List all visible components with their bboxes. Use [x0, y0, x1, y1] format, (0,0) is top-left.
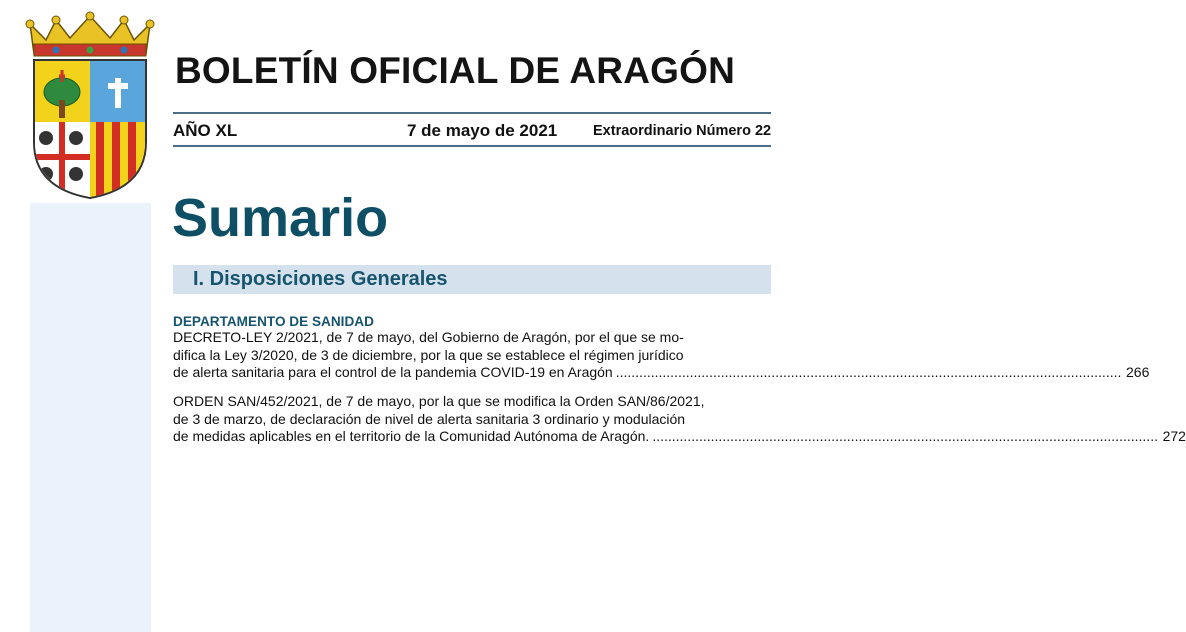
entry-text-line: difica la Ley 3/2020, de 3 de diciembre, por la que se establece el régimen jurídico — [173, 346, 684, 363]
entry-page-number[interactable]: 266 — [1126, 364, 1150, 380]
summary-entry[interactable] — [173, 393, 1186, 446]
section-heading: I. Disposiciones Generales — [173, 265, 771, 294]
dot-leader: .................................................................................................................................. — [615, 364, 1122, 380]
header-rule-bottom — [173, 145, 771, 147]
bulletin-title: BOLETÍN OFICIAL DE ARAGÓN — [175, 50, 735, 91]
entry-text-line: DECRETO-LEY 2/2021, de 7 de mayo, del Gobierno de Aragón, por el que se mo- — [173, 329, 684, 345]
summary-entry[interactable] — [173, 329, 1150, 382]
entry-page-number[interactable]: 272 — [1162, 428, 1186, 444]
entry-text-line: de alerta sanitaria para el control de la pandemia COVID-19 en Aragón — [173, 364, 613, 380]
entry-text-line: de medidas aplicables en el territorio de la Comunidad Autónoma de Aragón. — [173, 428, 650, 444]
dot-leader: .................................................................................................................................. — [652, 428, 1158, 444]
issue-edition: Extraordinario Número 22 — [593, 123, 772, 139]
entry-text-line: ORDEN SAN/452/2021, de 7 de mayo, por la que se modifica la Orden SAN/86/2021, — [173, 393, 705, 409]
coat-of-arms-aragon-icon — [26, 12, 154, 200]
summary-heading: Sumario — [172, 188, 389, 248]
department-heading: DEPARTAMENTO DE SANIDAD — [173, 314, 374, 329]
sidebar-panel — [30, 203, 151, 632]
issue-year: AÑO XL — [173, 121, 238, 140]
entry-text-line: de 3 de marzo, de declaración de nivel de alerta sanitaria 3 ordinario y modulación — [173, 410, 686, 427]
issue-date: 7 de mayo de 2021 — [407, 121, 558, 140]
header-rule-top — [173, 112, 771, 114]
